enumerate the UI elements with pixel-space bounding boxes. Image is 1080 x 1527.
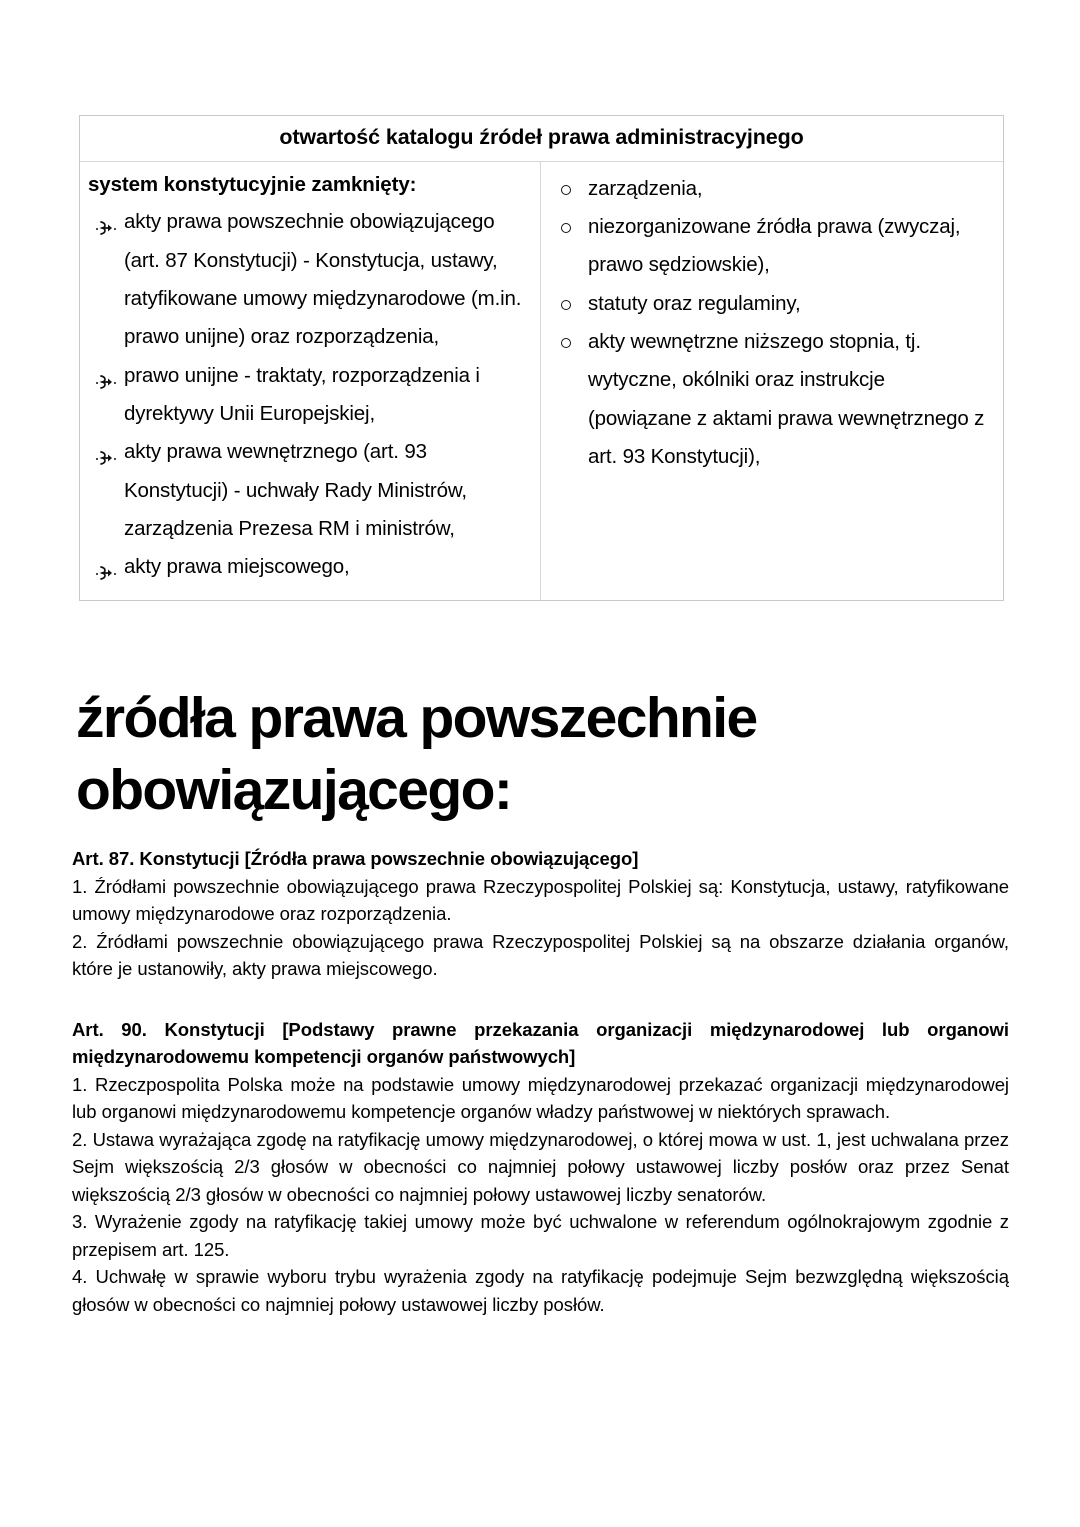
sprout-arrow-bullet-icon — [95, 558, 117, 578]
legal-text-section — [72, 845, 1009, 1318]
article-87-title: Art. 87. Konstytucji [Źródła prawa powszechnie obowiązującego] — [72, 848, 639, 869]
left-column-heading: system konstytucyjnie zamknięty: — [88, 172, 417, 196]
list-item — [86, 203, 532, 356]
list-item-text: akty prawa miejscowego, — [124, 555, 350, 579]
article-87-paragraph-2: 2. Źródłami powszechnie obowiązującego prawa Rzeczypospolitej Polskiej są na obszarze działania organów, które je ustanowiły, akty prawa miejscowego. — [72, 930, 1009, 979]
hollow-circle-bullet-icon — [561, 338, 571, 348]
hollow-circle-bullet-icon — [561, 223, 571, 233]
article-87-paragraph-1: 1. Źródłami powszechnie obowiązującego prawa Rzeczypospolitej Polskiej są: Konstytucja, ustawy, ratyfikowane umowy międzynarodowe oraz rozporządzenia. — [72, 875, 1009, 924]
sprout-arrow-bullet-icon — [95, 443, 117, 463]
list-item — [551, 285, 993, 323]
right-column-list — [551, 170, 993, 476]
list-item-text: akty prawa wewnętrznego (art. 93 Konstytucji) - uchwały Rady Ministrów, zarządzenia Prezesa RM i ministrów, — [124, 440, 467, 540]
left-column-list — [86, 203, 532, 586]
article-87-block — [72, 845, 1009, 983]
page-title — [76, 682, 1006, 826]
article-90-paragraph-1: 1. Rzeczpospolita Polska może na podstawie umowy międzynarodowej przekazać organizacji międzynarodowej lub organowi międzynarodowemu kompetencje organów władzy państwowej w niektórych sprawach. — [72, 1073, 1009, 1122]
article-90-paragraph-2: 2. Ustawa wyrażająca zgodę na ratyfikację umowy międzynarodowej, o której mowa w ust. 1, jest uchwalana przez Sejm większością 2/3 głosów w obecności co najmniej połowy ustawowej liczby posłów oraz przez Senat większością 2/3 głosów w obecności co najmniej połowy ustawowej liczby senatorów. — [72, 1128, 1009, 1205]
list-item-text: prawo unijne - traktaty, rozporządzenia i dyrektywy Unii Europejskiej, — [124, 363, 480, 425]
hollow-circle-bullet-icon — [561, 300, 571, 310]
article-90-title: Art. 90. Konstytucji [Podstawy prawne przekazania organizacji międzynarodowej lub organowi międzynarodowemu kompetencji organów państwowych] — [72, 1018, 1009, 1067]
list-item — [86, 433, 532, 548]
list-item-text: niezorganizowane źródła prawa (zwyczaj, prawo sędziowskie), — [588, 215, 961, 277]
list-item-text: akty prawa powszechnie obowiązującego (art. 87 Konstytucji) - Konstytucja, ustawy, ratyfikowane umowy międzynarodowe (m.in. prawo unijne) oraz rozporządzenia, — [124, 210, 522, 349]
sources-of-law-table — [79, 115, 1004, 601]
list-item-text: zarządzenia, — [588, 176, 703, 200]
article-90-paragraph-4: 4. Uchwałę w sprawie wyboru trybu wyrażenia zgody na ratyfikację podejmuje Sejm bezwzględną większością głosów w obecności co najmniej połowy ustawowej liczby posłów. — [72, 1266, 1009, 1315]
list-item — [551, 170, 993, 208]
table-cell-right — [541, 162, 1003, 601]
article-90-paragraph-3: 3. Wyrażenie zgody na ratyfikację takiej umowy może być uchwalone w referendum ogólnokrajowym zgodnie z przepisem art. 125. — [72, 1211, 1009, 1260]
list-item-text: akty wewnętrzne niższego stopnia, tj. wytyczne, okólniki oraz instrukcje (powiązane z aktami prawa wewnętrznego z art. 93 Konstytucji), — [588, 329, 985, 468]
list-item — [86, 548, 532, 586]
list-item — [86, 357, 532, 434]
table-cell-left — [80, 162, 541, 601]
table-body — [80, 162, 1003, 601]
sprout-arrow-bullet-icon — [95, 213, 117, 233]
list-item — [551, 323, 993, 476]
sprout-arrow-bullet-icon — [95, 367, 117, 387]
table-title: otwartość katalogu źródeł prawa administracyjnego — [279, 125, 804, 149]
page-title-line-1: źródła prawa powszechnie — [76, 686, 757, 750]
list-item — [551, 208, 993, 285]
article-90-block — [72, 1016, 1009, 1319]
list-item-text: statuty oraz regulaminy, — [588, 291, 801, 315]
page-title-line-2: obowiązującego: — [76, 758, 512, 822]
table-header-row — [80, 116, 1003, 162]
hollow-circle-bullet-icon — [561, 185, 571, 195]
